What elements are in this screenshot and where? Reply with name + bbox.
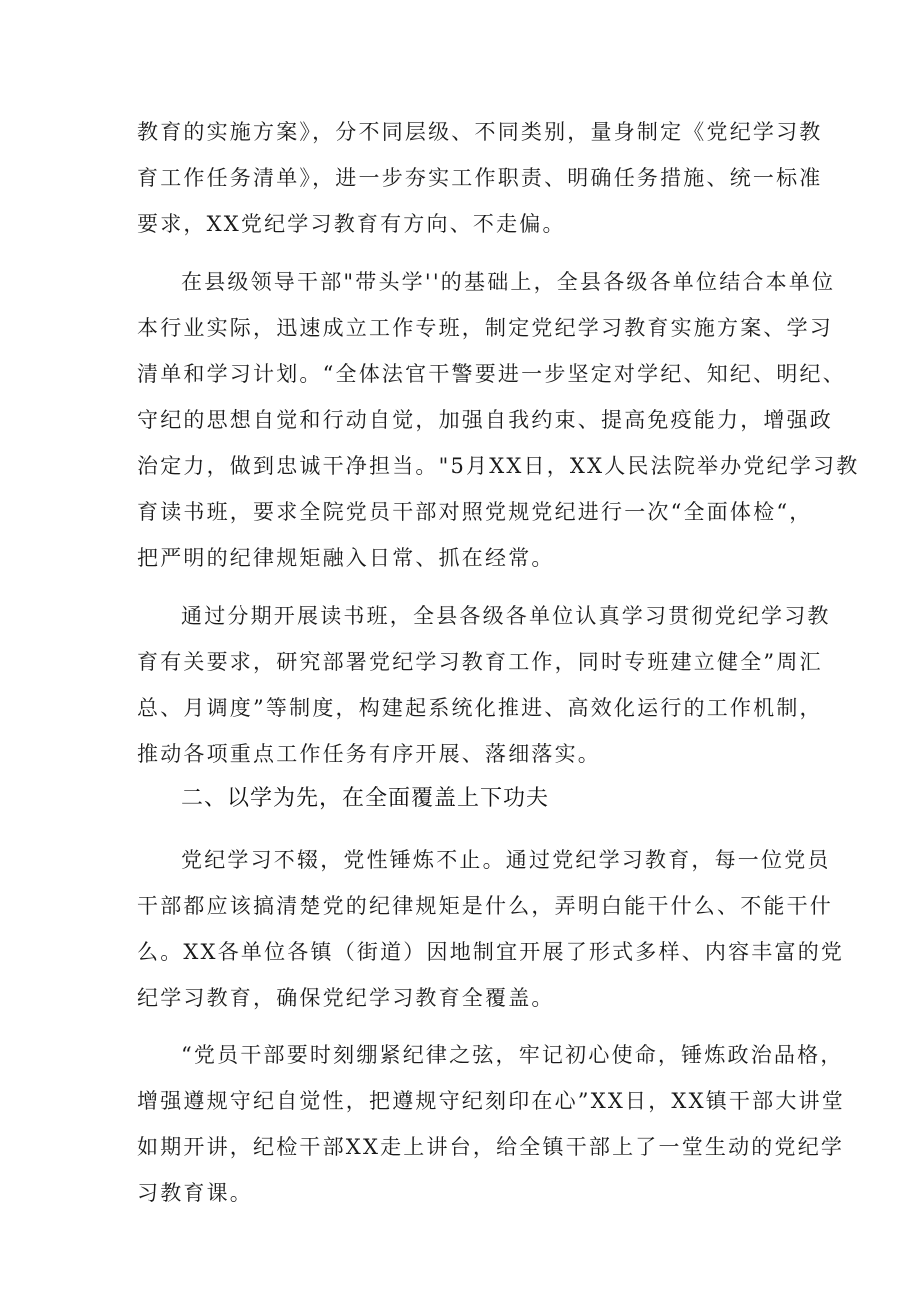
paragraph-2-line-5: 治定力，做到忠诚干净担当。"5月XX日，XX人民法院举办党纪学习教 [137,454,860,478]
paragraph-2-line-3: 清单和学习计划。“全体法官干警要进一步坚定对学纪、知纪、明纪、 [137,362,846,386]
paragraph-4-line-2: 干部都应该搞清楚党的纪律规矩是什么，弄明白能干什么、不能干什 [137,894,833,918]
paragraph-5-line-3: 如期开讲，纪检干部XX走上讲台，给全镇干部上了一堂生动的党纪学 [137,1135,845,1159]
paragraph-1-line-1: 教育的实施方案》，分不同层级、不同类别，量身制定《党纪学习教 [137,120,823,144]
paragraph-5-line-2: 增强遵规守纪自觉性，把遵规守纪刻印在心”XX日，XX镇干部大讲堂 [137,1089,845,1113]
paragraph-4-line-3: 么。XX各单位各镇（街道）因地制宜开展了形式多样、内容丰富的党 [137,940,845,964]
paragraph-1-line-2: 育工作任务清单》，进一步夯实工作职责、明确任务措施、统一标准 [137,166,823,190]
paragraph-3-line-3: 总、月调度”等制度，构建起系统化推进、高效化运行的工作机制， [137,696,823,720]
paragraph-4-line-4: 纪学习教育，确保党纪学习教育全覆盖。 [137,986,555,1010]
paragraph-2-line-6: 育读书班，要求全院党员干部对照党规党纪进行一次“全面体检“， [137,500,813,524]
paragraph-2-line-4: 守纪的思想自觉和行动自觉，加强自我约束、提高免疫能力，增强政 [137,408,833,432]
paragraph-3-line-4: 推动各项重点工作任务有序开展、落细落实。 [137,742,601,766]
section-heading: 二、以学为先，在全面覆盖上下功夫 [181,786,550,811]
paragraph-2-line-2: 本行业实际，迅速成立工作专班，制定党纪学习教育实施方案、学习 [137,316,833,340]
paragraph-5-line-1: “党员干部要时刻绷紧纪律之弦，牢记初心使命，锤炼政治品格， [181,1043,844,1067]
paragraph-4-line-1: 党纪学习不辍，党性锤炼不止。通过党纪学习教育，每一位党员 [181,848,831,872]
paragraph-2-line-1: 在县级领导干部"带头学''的基础上，全县各级各单位结合本单位 [181,270,836,294]
paragraph-3-line-1: 通过分期开展读书班，全县各级各单位认真学习贯彻党纪学习教 [181,604,831,628]
paragraph-1-line-3: 要求，XX党纪学习教育有方向、不走偏。 [137,212,566,236]
paragraph-3-line-2: 育有关要求，研究部署党纪学习教育工作，同时专班建立健全”周汇 [137,650,823,674]
paragraph-2-line-7: 把严明的纪律规矩融入日常、抓在经常。 [137,546,555,570]
paragraph-5-line-4: 习教育课。 [137,1181,253,1205]
